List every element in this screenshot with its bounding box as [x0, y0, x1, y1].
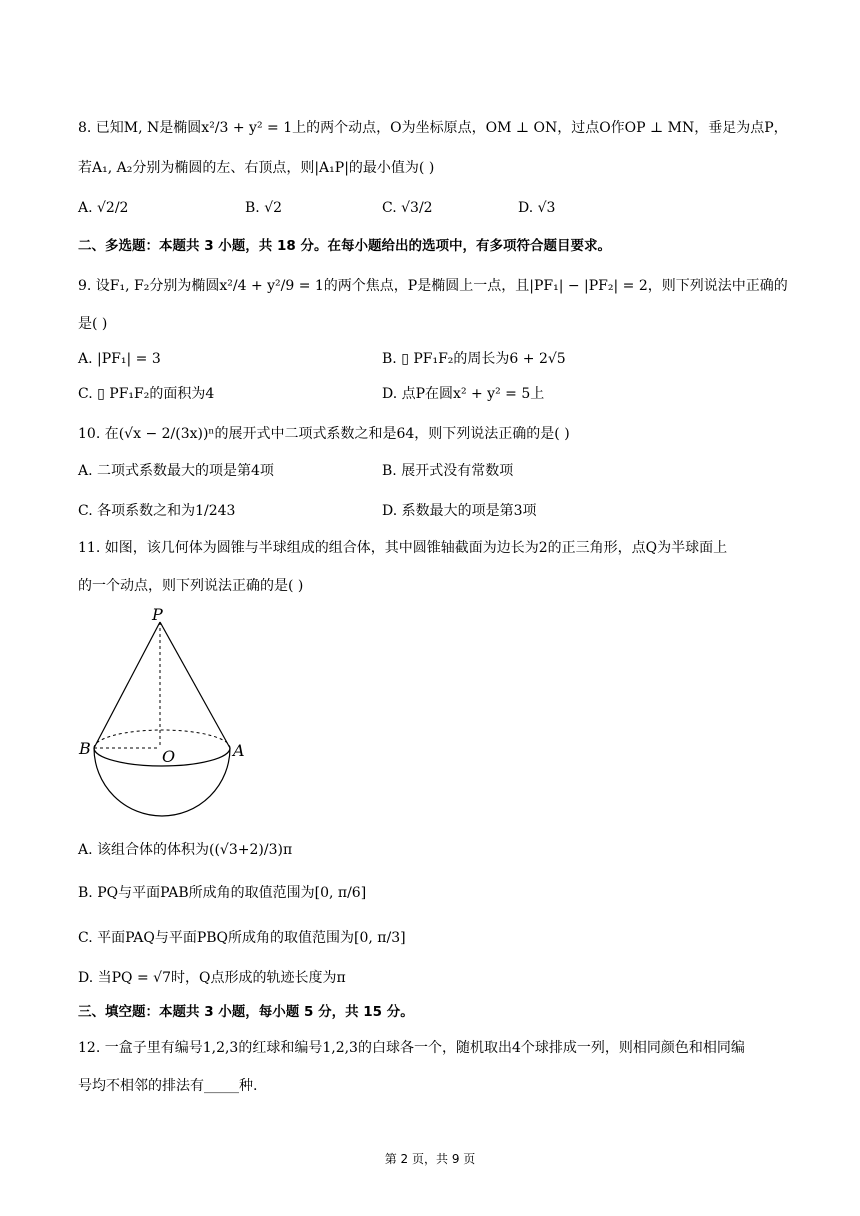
cone-hemisphere-figure — [76, 602, 256, 822]
q8-option-c: C. √3/2 — [382, 200, 433, 216]
q12-stem-line1: 12. 一盒子里有编号1,2,3的红球和编号1,2,3的白球各一个，随机取出4个球排成一列，则相同颜色和相同编 — [78, 1040, 745, 1056]
label-p: P — [152, 605, 163, 624]
q11-stem-line1: 11. 如图，该几何体为圆锥与半球组成的组合体，其中圆锥轴截面为边长为2的正三角形，点Q为半球面上 — [78, 540, 728, 556]
base-ellipse-back — [94, 730, 230, 748]
q10-stem: 10. 在(√x − 2/(3x))ⁿ的展开式中二项式系数之和是64，则下列说法正确的是( ) — [78, 426, 570, 442]
q11-stem-line2: 的一个动点，则下列说法正确的是( ) — [78, 578, 304, 594]
q11-option-c: C. 平面PAQ与平面PBQ所成角的取值范围为[0, π/3] — [78, 930, 406, 946]
q10-option-b: B. 展开式没有常数项 — [382, 463, 514, 479]
q12-stem-line2: 号均不相邻的排法有_____种. — [78, 1078, 258, 1094]
q9-option-b: B. ▯ PF₁F₂的周长为6 + 2√5 — [382, 351, 566, 367]
page-footer: 第 2 页，共 9 页 — [384, 1152, 476, 1166]
section2-heading: 二、多选题：本题共 3 小题，共 18 分。在每小题给出的选项中，有多项符合题目要求。 — [78, 238, 611, 254]
q9-option-c: C. ▯ PF₁F₂的面积为4 — [78, 386, 215, 402]
q8-option-b: B. √2 — [245, 200, 283, 216]
q9-option-d: D. 点P在圆x² + y² = 5上 — [382, 386, 545, 402]
q10-option-d: D. 系数最大的项是第3项 — [382, 503, 537, 519]
q10-option-c: C. 各项系数之和为1/243 — [78, 503, 236, 519]
section3-heading: 三、填空题：本题共 3 小题，每小题 5 分，共 15 分。 — [78, 1004, 414, 1020]
label-b: B — [79, 739, 91, 758]
q11-option-a: A. 该组合体的体积为((√3+2)/3)π — [78, 842, 293, 858]
label-a: A — [233, 741, 245, 760]
q8-stem-line1: 8. 已知M, N是椭圆x²/3 + y² = 1上的两个动点，O为坐标原点，OM ⊥ ON，过点O作OP ⊥ MN，垂足为点P， — [78, 120, 788, 136]
q8-option-a: A. √2/2 — [78, 200, 129, 216]
cone-side-pa — [160, 622, 230, 748]
q9-stem-line1: 9. 设F₁, F₂分别为椭圆x²/4 + y²/9 = 1的两个焦点，P是椭圆上一点，且|PF₁| − |PF₂| = 2，则下列说法中正确的 — [78, 278, 788, 294]
q8-stem-line2: 若A₁, A₂分别为椭圆的左、右顶点，则|A₁P|的最小值为( ) — [78, 160, 435, 176]
q10-option-a: A. 二项式系数最大的项是第4项 — [78, 463, 274, 479]
q11-option-b: B. PQ与平面PAB所成角的取值范围为[0, π/6] — [78, 885, 367, 901]
label-o: O — [162, 747, 176, 766]
cone-side-pb — [94, 622, 160, 748]
q11-option-d: D. 当PQ = √7时，Q点形成的轨迹长度为π — [78, 970, 346, 986]
q9-option-a: A. |PF₁| = 3 — [78, 351, 161, 367]
q8-option-d: D. √3 — [518, 200, 556, 216]
q9-stem-line2: 是( ) — [78, 316, 108, 332]
